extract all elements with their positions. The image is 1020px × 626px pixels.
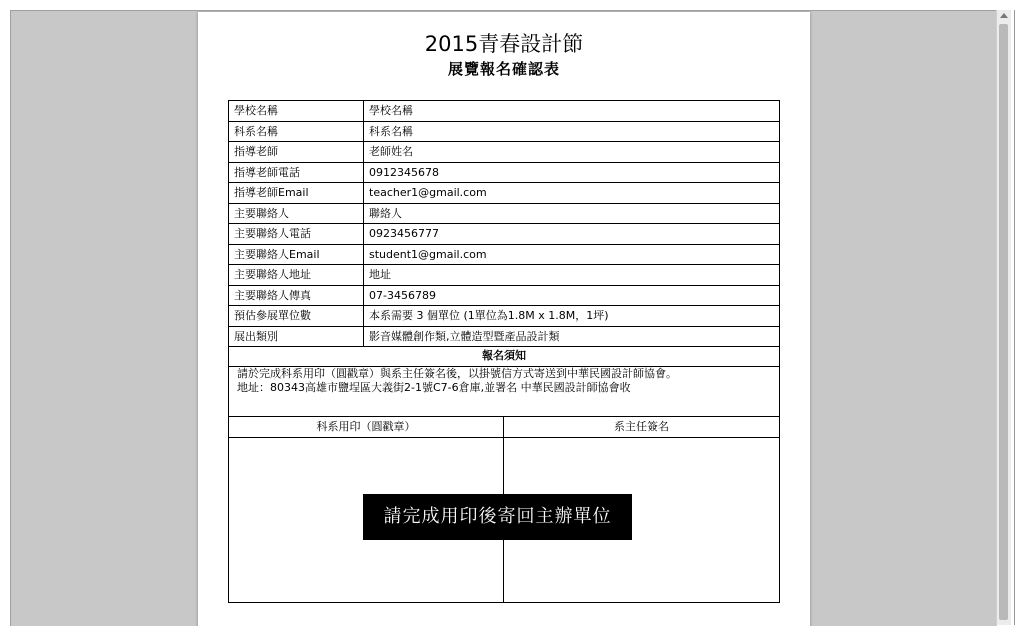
row-value: 老師姓名 [364,142,780,163]
row-value: teacher1@gmail.com [364,183,780,204]
row-label: 展出類別 [229,326,364,347]
registration-info-table [228,100,780,347]
instruction-overlay: 請完成用印後寄回主辦單位 [363,494,632,540]
notice-line-2: 地址：80343高雄市鹽埕區大義街2-1號C7-6倉庫,並署名 中華民國設計師協會收 [237,381,631,394]
table-row [229,224,780,245]
row-label: 主要聯絡人電話 [229,224,364,245]
department-seal-heading: 科系用印（圓戳章） [316,420,416,433]
table-row [229,183,780,204]
table-row [229,265,780,286]
row-label: 指導老師電話 [229,162,364,183]
row-value: 0912345678 [364,162,780,183]
scroll-thumb[interactable] [999,24,1008,620]
notice-section [228,346,780,417]
row-label: 主要聯絡人 [229,203,364,224]
row-value: 聯絡人 [364,203,780,224]
row-label: 指導老師Email [229,183,364,204]
row-value: 科系名稱 [364,121,780,142]
notice-heading: 報名須知 [229,346,779,367]
row-value: 學校名稱 [364,101,780,122]
row-value: 影音媒體創作類,立體造型暨產品設計類 [364,326,780,347]
table-row [229,285,780,306]
row-label: 預估參展單位數 [229,306,364,327]
signature-header-divider [229,437,779,438]
row-label: 指導老師 [229,142,364,163]
row-value: 地址 [364,265,780,286]
table-row [229,121,780,142]
row-label: 學校名稱 [229,101,364,122]
document-title: 2015青春設計節 [424,32,584,56]
row-value: 本系需要 3 個單位 (1單位為1.8M x 1.8M，1坪) [364,306,780,327]
department-head-signature-heading: 系主任簽名 [614,420,669,433]
table-row [229,244,780,265]
row-value: 07-3456789 [364,285,780,306]
row-label: 主要聯絡人Email [229,244,364,265]
vertical-scrollbar[interactable] [996,10,1011,625]
table-row [229,162,780,183]
table-row [229,326,780,347]
row-label: 主要聯絡人傳真 [229,285,364,306]
window-edge [1014,10,1015,625]
notice-line-1: 請於完成科系用印（圓戳章）與系主任簽名後，以掛號信方式寄送到中華民國設計師協會。 [237,367,677,380]
table-row [229,306,780,327]
row-value: 0923456777 [364,224,780,245]
row-label: 科系名稱 [229,121,364,142]
table-row [229,142,780,163]
document-subtitle: 展覽報名確認表 [447,60,560,78]
table-row [229,203,780,224]
scroll-up-arrow-icon[interactable] [1000,13,1008,18]
table-row [229,101,780,122]
row-label: 主要聯絡人地址 [229,265,364,286]
row-value: student1@gmail.com [364,244,780,265]
